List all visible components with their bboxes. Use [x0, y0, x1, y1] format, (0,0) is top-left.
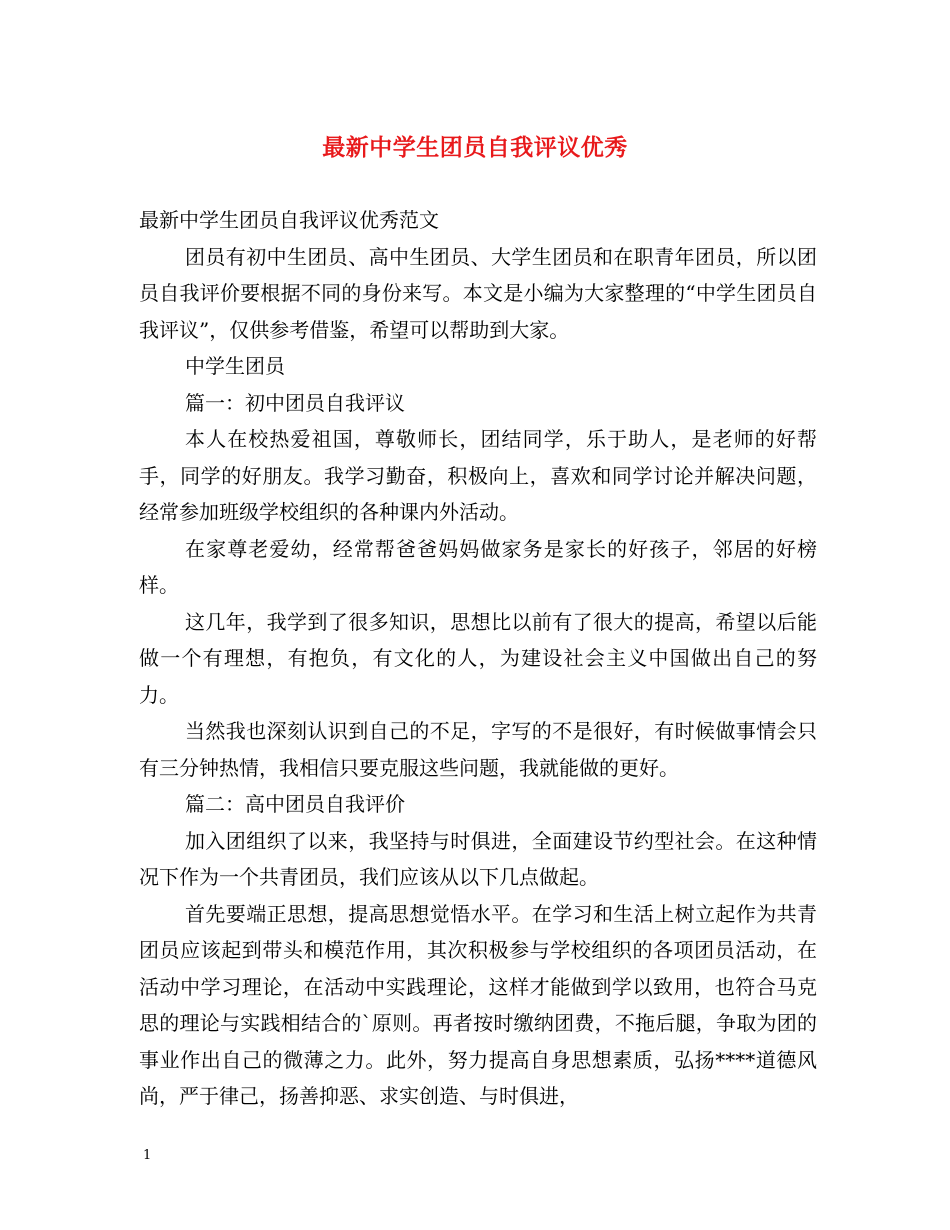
body-paragraph: 在家尊老爱幼，经常帮爸爸妈妈做家务是家长的好孩子，邻居的好榜样。 — [139, 536, 817, 597]
intro-paragraph: 团员有初中生团员、高中生团员、大学生团员和在职青年团员，所以团员自我评价要根据不同的身份来写。本文是小编为大家整理的“中学生团员自我评议”，仅供参考借鉴，希望可以帮助到大家。 — [139, 244, 817, 342]
subtitle-paragraph: 最新中学生团员自我评议优秀范文 — [139, 208, 439, 232]
body-paragraph: 首先要端正思想，提高思想觉悟水平。在学习和生活上树立起作为共青团员应该起到带头和模范作用，其次积极参与学校组织的各项团员活动，在活动中学习理论，在活动中实践理论，这样才能做到学以致用，也符合马克思的理论与实践相结合的`原则。再者按时缴纳团费，不拖后腿，争取为团的事业作出自己的微薄之力。此外，努力提高自身思想素质，弘扬****道德风尚，严于律己，扬善抑恶、求实创造、与时俱进， — [139, 901, 817, 1108]
chapter-heading-1: 篇一：初中团员自我评议 — [185, 390, 405, 415]
body-paragraph: 加入团组织了以来，我坚持与时俱进，全面建设节约型社会。在这种情况下作为一个共青团员，我们应该从以下几点做起。 — [139, 828, 817, 889]
document-title: 最新中学生团员自我评议优秀 — [322, 134, 628, 161]
chapter-heading-2: 篇二：高中团员自我评价 — [185, 792, 405, 816]
body-paragraph: 这几年，我学到了很多知识，思想比以前有了很大的提高，希望以后能做一个有理想，有抱负，有文化的人，为建设社会主义中国做出自己的努力。 — [139, 609, 817, 707]
section-heading: 中学生团员 — [185, 354, 285, 378]
body-paragraph: 当然我也深刻认识到自己的不足，字写的不是很好，有时候做事情会只有三分钟热情，我相信只要克服这些问题，我就能做的更好。 — [139, 719, 817, 780]
body-paragraph: 本人在校热爱祖国，尊敬师长，团结同学，乐于助人，是老师的好帮手，同学的好朋友。我学习勤奋，积极向上，喜欢和同学讨论并解决问题，经常参加班级学校组织的各种课内外活动。 — [139, 427, 817, 524]
page-number: 1 — [143, 1148, 152, 1163]
document-body — [139, 202, 817, 1115]
